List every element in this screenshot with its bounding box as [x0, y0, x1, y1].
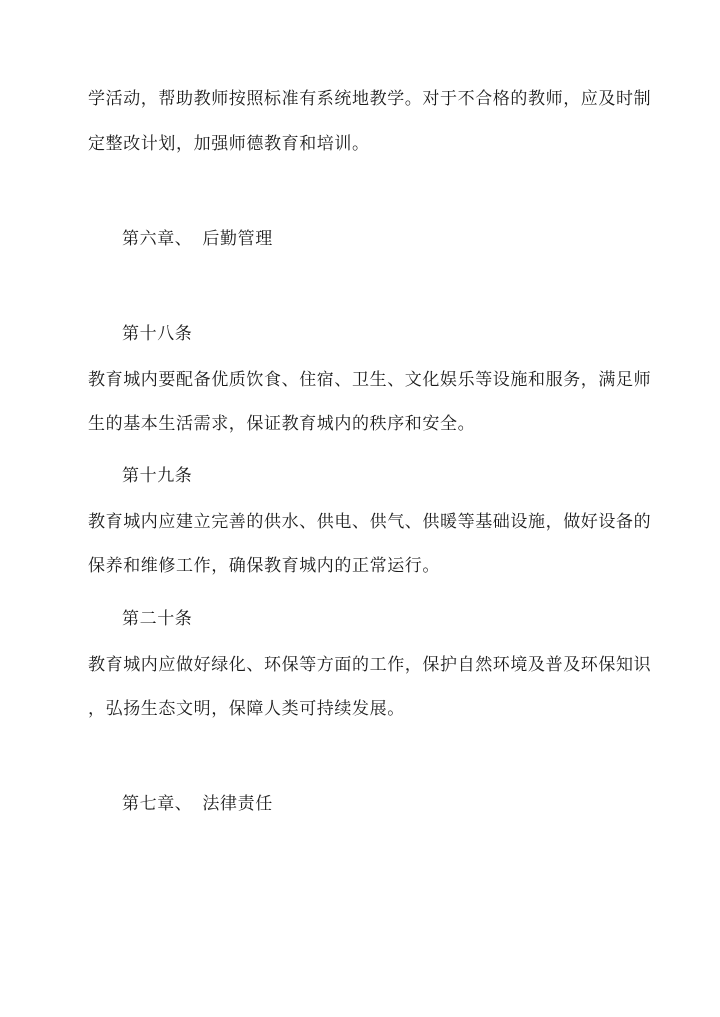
paragraph-line: 教育城内应建立完善的供水、供电、供气、供暖等基础设施，做好设备的 [88, 512, 652, 532]
chapter-title: 后勤管理 [202, 229, 273, 249]
paragraph-line: 教育城内应做好绿化、环保等方面的工作，保护自然环境及普及环保知识 [88, 655, 652, 675]
paragraph-line: ，弘扬生态文明，保障人类可持续发展。 [88, 699, 405, 719]
paragraph-line: 生的基本生活需求，保证教育城内的秩序和安全。 [88, 414, 476, 434]
article-heading: 第二十条 [122, 609, 193, 629]
article-heading: 第十九条 [122, 466, 193, 486]
chapter-label: 第七章、 [122, 794, 193, 814]
paragraph-line: 保养和维修工作，确保教育城内的正常运行。 [88, 556, 440, 576]
chapter-heading [122, 793, 273, 815]
chapter-heading [122, 228, 273, 250]
article-heading: 第十八条 [122, 324, 193, 344]
chapter-title: 法律责任 [202, 794, 273, 814]
paragraph-line: 学活动，帮助教师按照标准有系统地教学。对于不合格的教师，应及时制 [88, 89, 652, 109]
chapter-label: 第六章、 [122, 229, 193, 249]
paragraph-line: 定整改计划，加强师德教育和培训。 [88, 134, 370, 154]
paragraph-line: 教育城内要配备优质饮食、住宿、卫生、文化娱乐等设施和服务，满足师 [88, 370, 652, 390]
